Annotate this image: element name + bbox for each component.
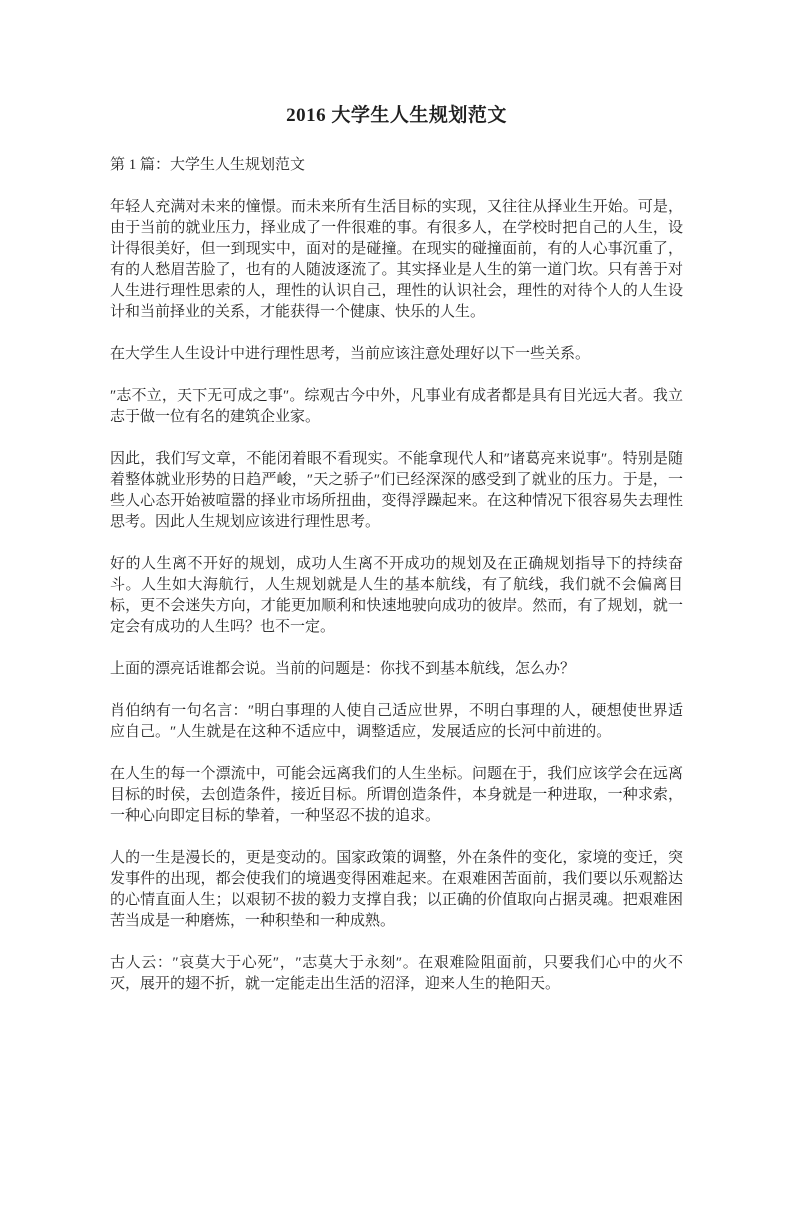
document-title: 2016 大学生人生规划范文 (286, 105, 507, 126)
paragraph: 肖伯纳有一句名言：″明白事理的人使自己适应世界，不明白事理的人，硬想使世界适应自己。″人生就是在这种不适应中，调整适应，发展适应的长河中前进的。 (110, 703, 683, 740)
paragraph: 古人云：″哀莫大于心死″，″志莫大于永刻″。在艰难险阻面前，只要我们心中的火不灭，展开的翅不折，就一定能走出生活的沼泽，迎来人生的艳阳天。 (110, 955, 683, 992)
paragraph: 在人生的每一个漂流中，可能会远离我们的人生坐标。问题在于，我们应该学会在远离目标的时侯，去创造条件，接近目标。所谓创造条件，本身就是一种进取，一种求索，一种心向即定目标的挚着，一种坚忍不拔的追求。 (110, 766, 683, 824)
paragraph: 在大学生人生设计中进行理性思考，当前应该注意处理好以下一些关系。 (110, 346, 591, 362)
paragraph: 好的人生离不开好的规划，成功人生离不开成功的规划及在正确规划指导下的持续奋斗。人生如大海航行，人生规划就是人生的基本航线，有了航线，我们就不会偏离目标，更不会迷失方向，才能更加顺利和快速地驶向成功的彼岸。然而，有了规划，就一定会有成功的人生吗？也不一定。 (110, 556, 683, 635)
section-heading: 第 1 篇：大学生人生规划范文 (110, 157, 306, 173)
paragraph: ″志不立，天下无可成之事″。综观古今中外，凡事业有成者都是具有目光远大者。我立志于做一位有名的建筑企业家。 (110, 388, 683, 425)
paragraph: 因此，我们写文章，不能闭着眼不看现实。不能拿现代人和″诸葛亮来说事″。特别是随着整体就业形势的日趋严峻，″天之骄子″们已经深深的感受到了就业的压力。于是，一些人心态开始被喧嚣的择业市场所扭曲，变得浮躁起来。在这种情况下很容易失去理性思考。因此人生规划应该进行理性思考。 (110, 451, 683, 530)
paragraph: 人的一生是漫长的，更是变动的。国家政策的调整，外在条件的变化，家境的变迁，突发事件的出现，都会使我们的境遇变得困难起来。在艰难困苦面前，我们要以乐观豁达的心情直面人生；以艰韧不拔的毅力支撑自我；以正确的价值取向占据灵魂。把艰难困苦当成是一种磨炼，一种积垫和一种成熟。 (110, 850, 683, 929)
paragraph: 上面的漂亮话谁都会说。当前的问题是：你找不到基本航线，怎么办？ (110, 661, 576, 677)
document-page (0, 103, 793, 1225)
paragraph: 年轻人充满对未来的憧憬。而未来所有生活目标的实现，又往往从择业生开始。可是，由于当前的就业压力，择业成了一件很难的事。有很多人，在学校时把自己的人生，设计得很美好，但一到现实中，面对的是碰撞。在现实的碰撞面前，有的人心事沉重了，有的人愁眉苦脸了，也有的人随波逐流了。其实择业是人生的第一道门坎。只有善于对人生进行理性思索的人，理性的认识自己，理性的认识社会，理性的对待个人的人生设计和当前择业的关系，才能获得一个健康、快乐的人生。 (110, 199, 683, 320)
